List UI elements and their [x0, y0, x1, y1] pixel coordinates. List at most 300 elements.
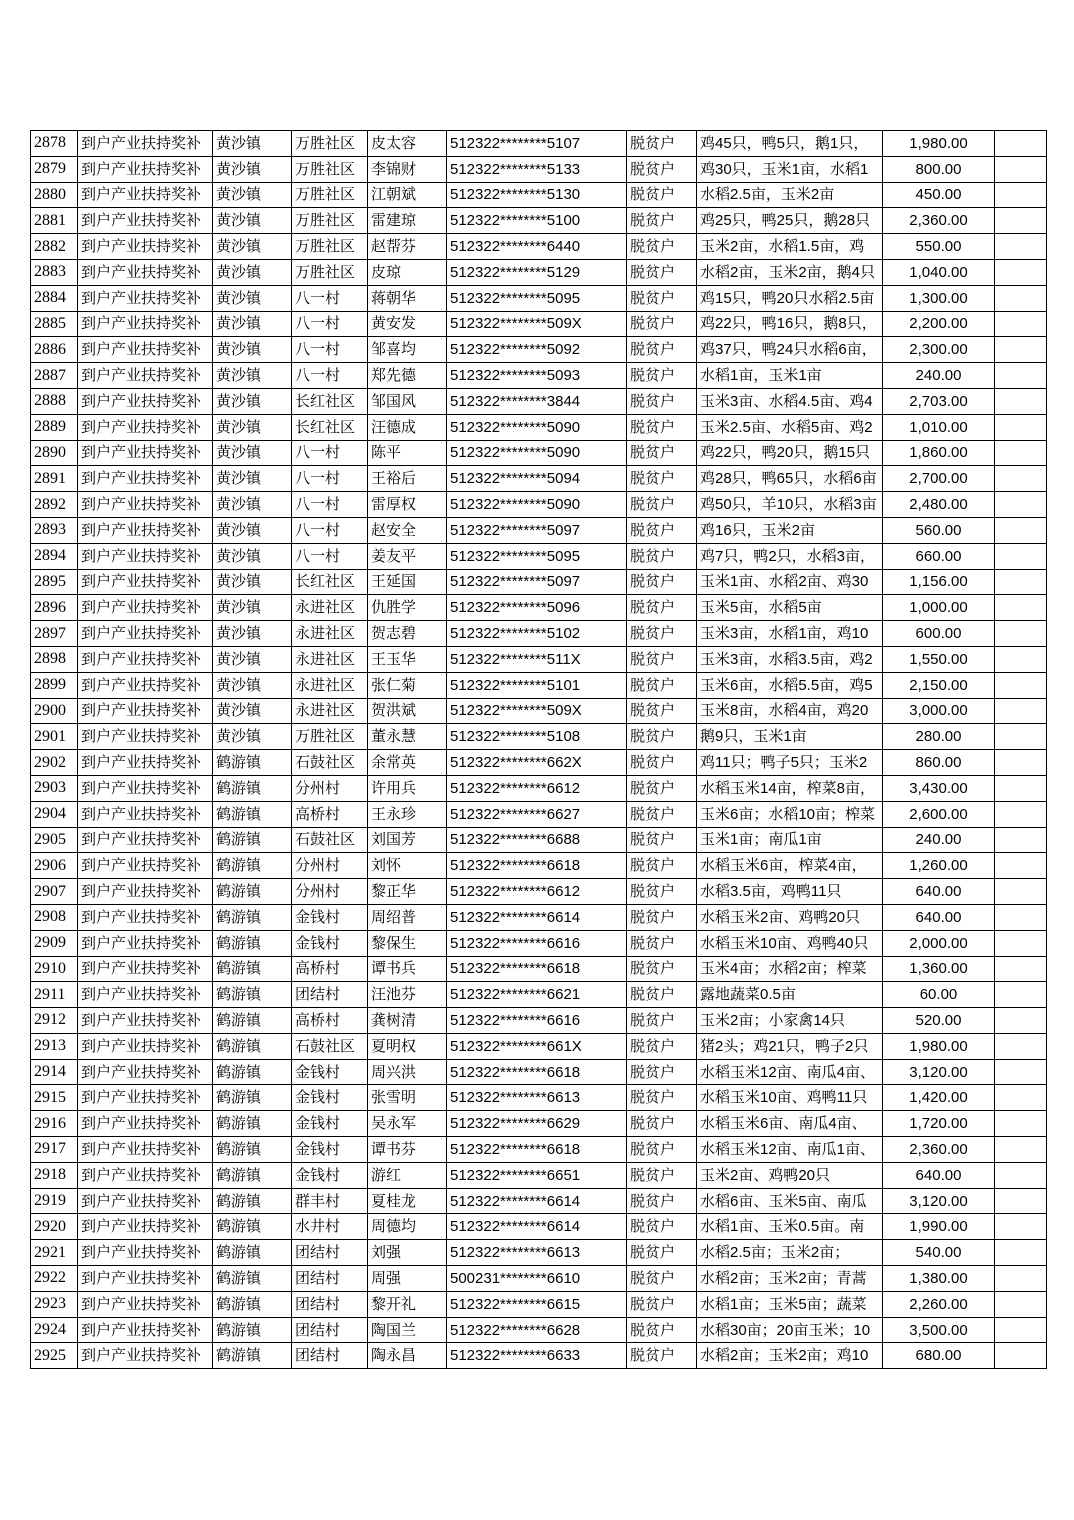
remark-cell: [995, 775, 1047, 801]
subsidy-content-cell: 玉米2亩，水稻1.5亩，鸡: [697, 234, 883, 260]
town-cell: 鹤游镇: [213, 1059, 292, 1085]
town-cell: 黄沙镇: [213, 363, 292, 389]
household-type-cell: 脱贫户: [627, 672, 697, 698]
household-type-cell: 脱贫户: [627, 259, 697, 285]
amount-cell: 520.00: [883, 1008, 995, 1034]
town-cell: 黄沙镇: [213, 182, 292, 208]
town-cell: 黄沙镇: [213, 569, 292, 595]
row-number-cell: 2895: [31, 569, 78, 595]
amount-cell: 2,000.00: [883, 930, 995, 956]
village-cell: 永进社区: [292, 672, 368, 698]
table-row: [31, 492, 1047, 518]
town-cell: 鹤游镇: [213, 1085, 292, 1111]
project-cell: 到户产业扶持奖补: [78, 234, 213, 260]
household-type-cell: 脱贫户: [627, 414, 697, 440]
subsidy-content-cell: 水稻1亩，玉米1亩: [697, 363, 883, 389]
project-cell: 到户产业扶持奖补: [78, 285, 213, 311]
household-type-cell: 脱贫户: [627, 879, 697, 905]
id-number-cell: 512322********5095: [447, 285, 627, 311]
remark-cell: [995, 724, 1047, 750]
town-cell: 鹤游镇: [213, 1214, 292, 1240]
project-cell: 到户产业扶持奖补: [78, 517, 213, 543]
table-row: [31, 982, 1047, 1008]
project-cell: 到户产业扶持奖补: [78, 1033, 213, 1059]
name-cell: 王玉华: [368, 646, 447, 672]
amount-cell: 2,480.00: [883, 492, 995, 518]
town-cell: 黄沙镇: [213, 672, 292, 698]
project-cell: 到户产业扶持奖补: [78, 131, 213, 157]
town-cell: 黄沙镇: [213, 156, 292, 182]
amount-cell: 600.00: [883, 621, 995, 647]
row-number-cell: 2885: [31, 311, 78, 337]
household-type-cell: 脱贫户: [627, 1240, 697, 1266]
row-number-cell: 2907: [31, 879, 78, 905]
subsidy-content-cell: 鹅9只，玉米1亩: [697, 724, 883, 750]
household-type-cell: 脱贫户: [627, 311, 697, 337]
household-type-cell: 脱贫户: [627, 1214, 697, 1240]
remark-cell: [995, 1291, 1047, 1317]
town-cell: 黄沙镇: [213, 234, 292, 260]
id-number-cell: 512322********5133: [447, 156, 627, 182]
household-type-cell: 脱贫户: [627, 363, 697, 389]
table-row: [31, 1111, 1047, 1137]
name-cell: 游红: [368, 1162, 447, 1188]
remark-cell: [995, 569, 1047, 595]
table-row: [31, 1162, 1047, 1188]
remark-cell: [995, 182, 1047, 208]
household-type-cell: 脱贫户: [627, 827, 697, 853]
table-row: [31, 337, 1047, 363]
village-cell: 金钱村: [292, 1059, 368, 1085]
row-number-cell: 2915: [31, 1085, 78, 1111]
id-number-cell: 512322********5090: [447, 414, 627, 440]
remark-cell: [995, 517, 1047, 543]
amount-cell: 1,420.00: [883, 1085, 995, 1111]
table-row: [31, 311, 1047, 337]
amount-cell: 2,700.00: [883, 466, 995, 492]
table-row: [31, 414, 1047, 440]
village-cell: 万胜社区: [292, 182, 368, 208]
id-number-cell: 512322********5130: [447, 182, 627, 208]
remark-cell: [995, 1214, 1047, 1240]
amount-cell: 240.00: [883, 827, 995, 853]
id-number-cell: 512322********6614: [447, 1214, 627, 1240]
household-type-cell: 脱贫户: [627, 1266, 697, 1292]
village-cell: 八一村: [292, 517, 368, 543]
name-cell: 赵帮芬: [368, 234, 447, 260]
town-cell: 鹤游镇: [213, 1240, 292, 1266]
town-cell: 鹤游镇: [213, 775, 292, 801]
village-cell: 石鼓社区: [292, 1033, 368, 1059]
table-row: [31, 750, 1047, 776]
remark-cell: [995, 827, 1047, 853]
household-type-cell: 脱贫户: [627, 698, 697, 724]
remark-cell: [995, 363, 1047, 389]
subsidy-content-cell: 水稻2.5亩；玉米2亩；: [697, 1240, 883, 1266]
name-cell: 赵安全: [368, 517, 447, 543]
household-type-cell: 脱贫户: [627, 775, 697, 801]
row-number-cell: 2896: [31, 595, 78, 621]
village-cell: 万胜社区: [292, 724, 368, 750]
project-cell: 到户产业扶持奖补: [78, 259, 213, 285]
town-cell: 鹤游镇: [213, 853, 292, 879]
subsidy-content-cell: 水稻1亩、玉米0.5亩。南: [697, 1214, 883, 1240]
town-cell: 黄沙镇: [213, 414, 292, 440]
id-number-cell: 512322********6618: [447, 1137, 627, 1163]
id-number-cell: 512322********661X: [447, 1033, 627, 1059]
household-type-cell: 脱贫户: [627, 1033, 697, 1059]
id-number-cell: 512322********5096: [447, 595, 627, 621]
amount-cell: 240.00: [883, 363, 995, 389]
id-number-cell: 512322********6440: [447, 234, 627, 260]
subsidy-content-cell: 鸡50只，羊10只，水稻3亩: [697, 492, 883, 518]
table-row: [31, 363, 1047, 389]
subsidy-content-cell: 水稻3.5亩，鸡鸭11只: [697, 879, 883, 905]
village-cell: 高桥村: [292, 801, 368, 827]
table-row: [31, 543, 1047, 569]
id-number-cell: 512322********6651: [447, 1162, 627, 1188]
id-number-cell: 512322********5092: [447, 337, 627, 363]
town-cell: 黄沙镇: [213, 492, 292, 518]
remark-cell: [995, 1188, 1047, 1214]
amount-cell: 1,260.00: [883, 853, 995, 879]
remark-cell: [995, 1343, 1047, 1369]
town-cell: 黄沙镇: [213, 208, 292, 234]
id-number-cell: 512322********5129: [447, 259, 627, 285]
subsidy-content-cell: 玉米6亩，水稻5.5亩，鸡5: [697, 672, 883, 698]
table-row: [31, 1059, 1047, 1085]
id-number-cell: 512322********6612: [447, 775, 627, 801]
amount-cell: 1,380.00: [883, 1266, 995, 1292]
row-number-cell: 2893: [31, 517, 78, 543]
project-cell: 到户产业扶持奖补: [78, 414, 213, 440]
name-cell: 陈平: [368, 440, 447, 466]
name-cell: 谭书芬: [368, 1137, 447, 1163]
id-number-cell: 512322********6616: [447, 930, 627, 956]
row-number-cell: 2906: [31, 853, 78, 879]
name-cell: 邹喜均: [368, 337, 447, 363]
remark-cell: [995, 156, 1047, 182]
project-cell: 到户产业扶持奖补: [78, 1317, 213, 1343]
name-cell: 周绍普: [368, 904, 447, 930]
row-number-cell: 2887: [31, 363, 78, 389]
table-row: [31, 1214, 1047, 1240]
id-number-cell: 512322********509X: [447, 311, 627, 337]
household-type-cell: 脱贫户: [627, 1059, 697, 1085]
household-type-cell: 脱贫户: [627, 517, 697, 543]
row-number-cell: 2919: [31, 1188, 78, 1214]
row-number-cell: 2916: [31, 1111, 78, 1137]
village-cell: 金钱村: [292, 904, 368, 930]
village-cell: 金钱村: [292, 1137, 368, 1163]
subsidy-content-cell: 鸡30只，玉米1亩，水稻1: [697, 156, 883, 182]
subsidy-content-cell: 玉米1亩；南瓜1亩: [697, 827, 883, 853]
village-cell: 分州村: [292, 853, 368, 879]
table-row: [31, 904, 1047, 930]
household-type-cell: 脱贫户: [627, 1111, 697, 1137]
remark-cell: [995, 904, 1047, 930]
amount-cell: 1,990.00: [883, 1214, 995, 1240]
table-row: [31, 208, 1047, 234]
id-number-cell: 500231********6610: [447, 1266, 627, 1292]
remark-cell: [995, 750, 1047, 776]
row-number-cell: 2888: [31, 388, 78, 414]
project-cell: 到户产业扶持奖补: [78, 569, 213, 595]
remark-cell: [995, 414, 1047, 440]
household-type-cell: 脱贫户: [627, 285, 697, 311]
project-cell: 到户产业扶持奖补: [78, 337, 213, 363]
remark-cell: [995, 930, 1047, 956]
amount-cell: 2,300.00: [883, 337, 995, 363]
remark-cell: [995, 801, 1047, 827]
name-cell: 龚树清: [368, 1008, 447, 1034]
village-cell: 八一村: [292, 492, 368, 518]
household-type-cell: 脱贫户: [627, 1085, 697, 1111]
project-cell: 到户产业扶持奖补: [78, 853, 213, 879]
remark-cell: [995, 440, 1047, 466]
town-cell: 鹤游镇: [213, 1317, 292, 1343]
row-number-cell: 2890: [31, 440, 78, 466]
id-number-cell: 512322********5100: [447, 208, 627, 234]
town-cell: 黄沙镇: [213, 337, 292, 363]
village-cell: 八一村: [292, 363, 368, 389]
table-row: [31, 930, 1047, 956]
project-cell: 到户产业扶持奖补: [78, 1266, 213, 1292]
amount-cell: 3,000.00: [883, 698, 995, 724]
amount-cell: 640.00: [883, 904, 995, 930]
village-cell: 团结村: [292, 1343, 368, 1369]
village-cell: 群丰村: [292, 1188, 368, 1214]
remark-cell: [995, 208, 1047, 234]
household-type-cell: 脱贫户: [627, 621, 697, 647]
amount-cell: 280.00: [883, 724, 995, 750]
project-cell: 到户产业扶持奖补: [78, 543, 213, 569]
town-cell: 鹤游镇: [213, 1343, 292, 1369]
village-cell: 长红社区: [292, 414, 368, 440]
subsidy-content-cell: 玉米3亩，水稻1亩，鸡10: [697, 621, 883, 647]
name-cell: 江朝斌: [368, 182, 447, 208]
id-number-cell: 512322********6627: [447, 801, 627, 827]
id-number-cell: 512322********6613: [447, 1085, 627, 1111]
project-cell: 到户产业扶持奖补: [78, 388, 213, 414]
remark-cell: [995, 1162, 1047, 1188]
project-cell: 到户产业扶持奖补: [78, 930, 213, 956]
subsidy-content-cell: 玉米4亩；水稻2亩；榨菜: [697, 956, 883, 982]
id-number-cell: 512322********5090: [447, 492, 627, 518]
household-type-cell: 脱贫户: [627, 440, 697, 466]
subsidy-content-cell: 鸡37只，鸭24只水稻6亩，: [697, 337, 883, 363]
amount-cell: 2,260.00: [883, 1291, 995, 1317]
name-cell: 周兴洪: [368, 1059, 447, 1085]
id-number-cell: 512322********5097: [447, 517, 627, 543]
row-number-cell: 2925: [31, 1343, 78, 1369]
town-cell: 黄沙镇: [213, 646, 292, 672]
village-cell: 八一村: [292, 311, 368, 337]
town-cell: 鹤游镇: [213, 1162, 292, 1188]
amount-cell: 3,120.00: [883, 1059, 995, 1085]
table-row: [31, 156, 1047, 182]
row-number-cell: 2901: [31, 724, 78, 750]
household-type-cell: 脱贫户: [627, 1343, 697, 1369]
id-number-cell: 512322********6621: [447, 982, 627, 1008]
subsidy-content-cell: 鸡16只，玉米2亩: [697, 517, 883, 543]
name-cell: 余常英: [368, 750, 447, 776]
subsidy-content-cell: 水稻玉米10亩、鸡鸭40只: [697, 930, 883, 956]
project-cell: 到户产业扶持奖补: [78, 492, 213, 518]
project-cell: 到户产业扶持奖补: [78, 1111, 213, 1137]
row-number-cell: 2900: [31, 698, 78, 724]
name-cell: 许用兵: [368, 775, 447, 801]
table-row: [31, 1317, 1047, 1343]
table-row: [31, 1008, 1047, 1034]
household-type-cell: 脱贫户: [627, 208, 697, 234]
subsidy-content-cell: 水稻1亩；玉米5亩；蔬菜: [697, 1291, 883, 1317]
subsidy-content-cell: 露地蔬菜0.5亩: [697, 982, 883, 1008]
project-cell: 到户产业扶持奖补: [78, 1059, 213, 1085]
id-number-cell: 512322********6629: [447, 1111, 627, 1137]
amount-cell: 1,860.00: [883, 440, 995, 466]
subsidy-content-cell: 水稻2.5亩，玉米2亩: [697, 182, 883, 208]
row-number-cell: 2884: [31, 285, 78, 311]
row-number-cell: 2911: [31, 982, 78, 1008]
amount-cell: 1,300.00: [883, 285, 995, 311]
amount-cell: 1,720.00: [883, 1111, 995, 1137]
table-row: [31, 1085, 1047, 1111]
name-cell: 周强: [368, 1266, 447, 1292]
town-cell: 黄沙镇: [213, 724, 292, 750]
subsidy-content-cell: 玉米5亩，水稻5亩: [697, 595, 883, 621]
project-cell: 到户产业扶持奖补: [78, 646, 213, 672]
row-number-cell: 2880: [31, 182, 78, 208]
row-number-cell: 2904: [31, 801, 78, 827]
name-cell: 皮太容: [368, 131, 447, 157]
id-number-cell: 512322********3844: [447, 388, 627, 414]
name-cell: 黄安发: [368, 311, 447, 337]
row-number-cell: 2879: [31, 156, 78, 182]
remark-cell: [995, 1240, 1047, 1266]
town-cell: 黄沙镇: [213, 466, 292, 492]
subsidy-content-cell: 玉米3亩、水稻4.5亩、鸡4: [697, 388, 883, 414]
name-cell: 周德均: [368, 1214, 447, 1240]
household-type-cell: 脱贫户: [627, 131, 697, 157]
subsidy-content-cell: 鸡11只；鸭子5只；玉米2: [697, 750, 883, 776]
table-row: [31, 879, 1047, 905]
project-cell: 到户产业扶持奖补: [78, 363, 213, 389]
remark-cell: [995, 1317, 1047, 1343]
household-type-cell: 脱贫户: [627, 569, 697, 595]
table-row: [31, 827, 1047, 853]
name-cell: 蒋朝华: [368, 285, 447, 311]
village-cell: 分州村: [292, 879, 368, 905]
name-cell: 夏桂龙: [368, 1188, 447, 1214]
household-type-cell: 脱贫户: [627, 1291, 697, 1317]
remark-cell: [995, 621, 1047, 647]
town-cell: 黄沙镇: [213, 285, 292, 311]
subsidy-content-cell: 玉米3亩，水稻3.5亩，鸡2: [697, 646, 883, 672]
household-type-cell: 脱贫户: [627, 1188, 697, 1214]
household-type-cell: 脱贫户: [627, 930, 697, 956]
amount-cell: 680.00: [883, 1343, 995, 1369]
table-row: [31, 466, 1047, 492]
village-cell: 永进社区: [292, 621, 368, 647]
table-row: [31, 1291, 1047, 1317]
subsidy-content-cell: 猪2头；鸡21只，鸭子2只: [697, 1033, 883, 1059]
id-number-cell: 512322********6688: [447, 827, 627, 853]
village-cell: 金钱村: [292, 1111, 368, 1137]
household-type-cell: 脱贫户: [627, 853, 697, 879]
table-row: [31, 621, 1047, 647]
town-cell: 鹤游镇: [213, 1008, 292, 1034]
amount-cell: 60.00: [883, 982, 995, 1008]
subsidy-content-cell: 玉米2亩；小家禽14只: [697, 1008, 883, 1034]
village-cell: 石鼓社区: [292, 750, 368, 776]
project-cell: 到户产业扶持奖补: [78, 1085, 213, 1111]
remark-cell: [995, 337, 1047, 363]
subsidy-content-cell: 水稻玉米10亩、鸡鸭11只: [697, 1085, 883, 1111]
village-cell: 八一村: [292, 285, 368, 311]
row-number-cell: 2920: [31, 1214, 78, 1240]
id-number-cell: 512322********5095: [447, 543, 627, 569]
town-cell: 鹤游镇: [213, 801, 292, 827]
id-number-cell: 512322********6618: [447, 1059, 627, 1085]
project-cell: 到户产业扶持奖补: [78, 621, 213, 647]
amount-cell: 1,550.00: [883, 646, 995, 672]
table-row: [31, 801, 1047, 827]
village-cell: 高桥村: [292, 956, 368, 982]
name-cell: 陶永昌: [368, 1343, 447, 1369]
row-number-cell: 2912: [31, 1008, 78, 1034]
household-type-cell: 脱贫户: [627, 337, 697, 363]
name-cell: 汪池芬: [368, 982, 447, 1008]
subsidy-content-cell: 玉米6亩；水稻10亩；榨菜: [697, 801, 883, 827]
household-type-cell: 脱贫户: [627, 750, 697, 776]
amount-cell: 3,500.00: [883, 1317, 995, 1343]
table-row: [31, 1343, 1047, 1369]
remark-cell: [995, 234, 1047, 260]
remark-cell: [995, 879, 1047, 905]
subsidy-content-cell: 水稻玉米2亩、鸡鸭20只: [697, 904, 883, 930]
village-cell: 八一村: [292, 466, 368, 492]
household-type-cell: 脱贫户: [627, 1162, 697, 1188]
village-cell: 万胜社区: [292, 259, 368, 285]
project-cell: 到户产业扶持奖补: [78, 672, 213, 698]
id-number-cell: 512322********6628: [447, 1317, 627, 1343]
table-row: [31, 724, 1047, 750]
id-number-cell: 512322********5097: [447, 569, 627, 595]
row-number-cell: 2902: [31, 750, 78, 776]
remark-cell: [995, 672, 1047, 698]
subsidy-content-cell: 水稻2亩；玉米2亩；青蒿: [697, 1266, 883, 1292]
row-number-cell: 2908: [31, 904, 78, 930]
subsidy-table-page: [30, 130, 1046, 1369]
name-cell: 谭书兵: [368, 956, 447, 982]
village-cell: 分州村: [292, 775, 368, 801]
amount-cell: 1,980.00: [883, 1033, 995, 1059]
table-row: [31, 956, 1047, 982]
name-cell: 黎保生: [368, 930, 447, 956]
amount-cell: 550.00: [883, 234, 995, 260]
town-cell: 鹤游镇: [213, 982, 292, 1008]
household-type-cell: 脱贫户: [627, 724, 697, 750]
table-row: [31, 1137, 1047, 1163]
id-number-cell: 512322********6633: [447, 1343, 627, 1369]
village-cell: 八一村: [292, 440, 368, 466]
id-number-cell: 512322********5101: [447, 672, 627, 698]
town-cell: 黄沙镇: [213, 388, 292, 414]
remark-cell: [995, 492, 1047, 518]
row-number-cell: 2905: [31, 827, 78, 853]
amount-cell: 1,980.00: [883, 131, 995, 157]
